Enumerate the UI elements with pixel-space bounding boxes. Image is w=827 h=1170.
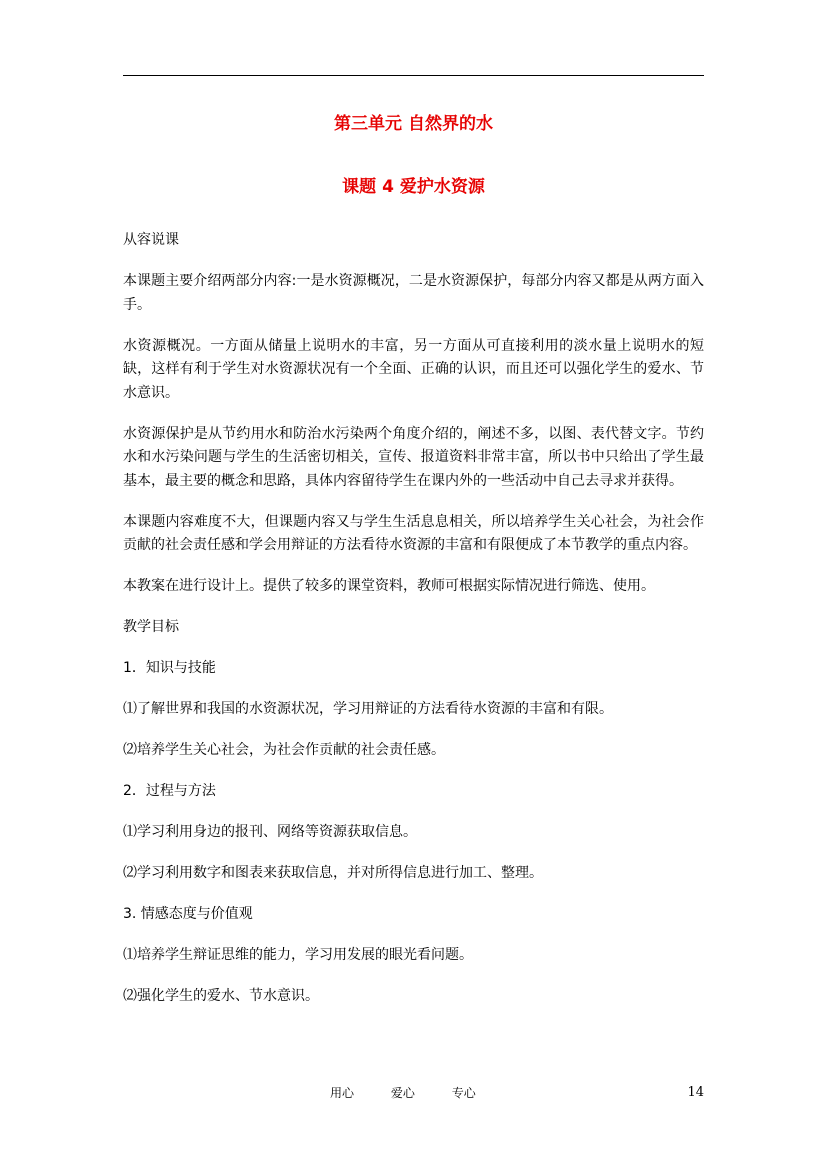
footer-motto: 专心 <box>451 1086 476 1100</box>
goal-item: ⑵强化学生的爱水、节水意识。 <box>123 988 319 1004</box>
goal-item: ⑵学习利用数字和图表来获取信息，并对所得信息进行加工、整理。 <box>123 865 543 881</box>
goal-heading-knowledge: 1．知识与技能 <box>123 660 216 676</box>
goal-heading-process: 2．过程与方法 <box>123 783 216 799</box>
footer-motto: 爱心 <box>390 1086 415 1100</box>
lesson-title: 课题 4 爱护水资源 <box>342 177 485 197</box>
header-rule <box>123 75 704 76</box>
section-heading-goals: 教学目标 <box>123 619 179 635</box>
paragraph-water-overview: 水资源概况。一方面从储量上说明水的丰富，另一方面从可直接利用的淡水量上说明水的短缺，这样有利于学生对水资源状况有一个全面、正确的认识，而且还可以强化学生的爱水、节水意识。 <box>123 337 704 401</box>
page-number: 14 <box>687 1085 704 1100</box>
paragraph-design: 本教案在进行设计上。提供了较多的课堂资料，教师可根据实际情况进行筛选、使用。 <box>123 578 655 594</box>
paragraph-difficulty: 本课题内容难度不大，但课题内容又与学生生活息息相关，所以培养学生关心社会，为社会作贡献的社会责任感和学会用辩证的方法看待水资源的丰富和有限便成了本节教学的重点内容。 <box>123 513 704 553</box>
footer-mottos <box>330 1084 509 1102</box>
unit-title: 第三单元 自然界的水 <box>334 114 493 134</box>
goal-item: ⑵培养学生关心社会，为社会作贡献的社会责任感。 <box>123 742 445 758</box>
footer-motto: 用心 <box>330 1086 355 1100</box>
body-content <box>123 229 704 1026</box>
goal-item: ⑴学习利用身边的报刊、网络等资源获取信息。 <box>123 824 417 840</box>
paragraph-water-protection: 水资源保护是从节约用水和防治水污染两个角度介绍的，阐述不多，以图、表代替文字。节约水和水污染问题与学生的生活密切相关，宣传、报道资料非常丰富，所以书中只给出了学生最基本，最主要的概念和思路，具体内容留待学生在课内外的一些活动中自己去寻求并获得。 <box>123 425 704 489</box>
paragraph-overview: 本课题主要介绍两部分内容:一是水资源概况，二是水资源保护，每部分内容又都是从两方面入手。 <box>123 273 704 313</box>
goal-heading-attitude: 3. 情感态度与价值观 <box>123 906 253 922</box>
goal-item: ⑴了解世界和我国的水资源状况，学习用辩证的方法看待水资源的丰富和有限。 <box>123 701 613 717</box>
section-heading-intro: 从容说课 <box>123 232 179 248</box>
goal-item: ⑴培养学生辩证思维的能力，学习用发展的眼光看问题。 <box>123 947 473 963</box>
